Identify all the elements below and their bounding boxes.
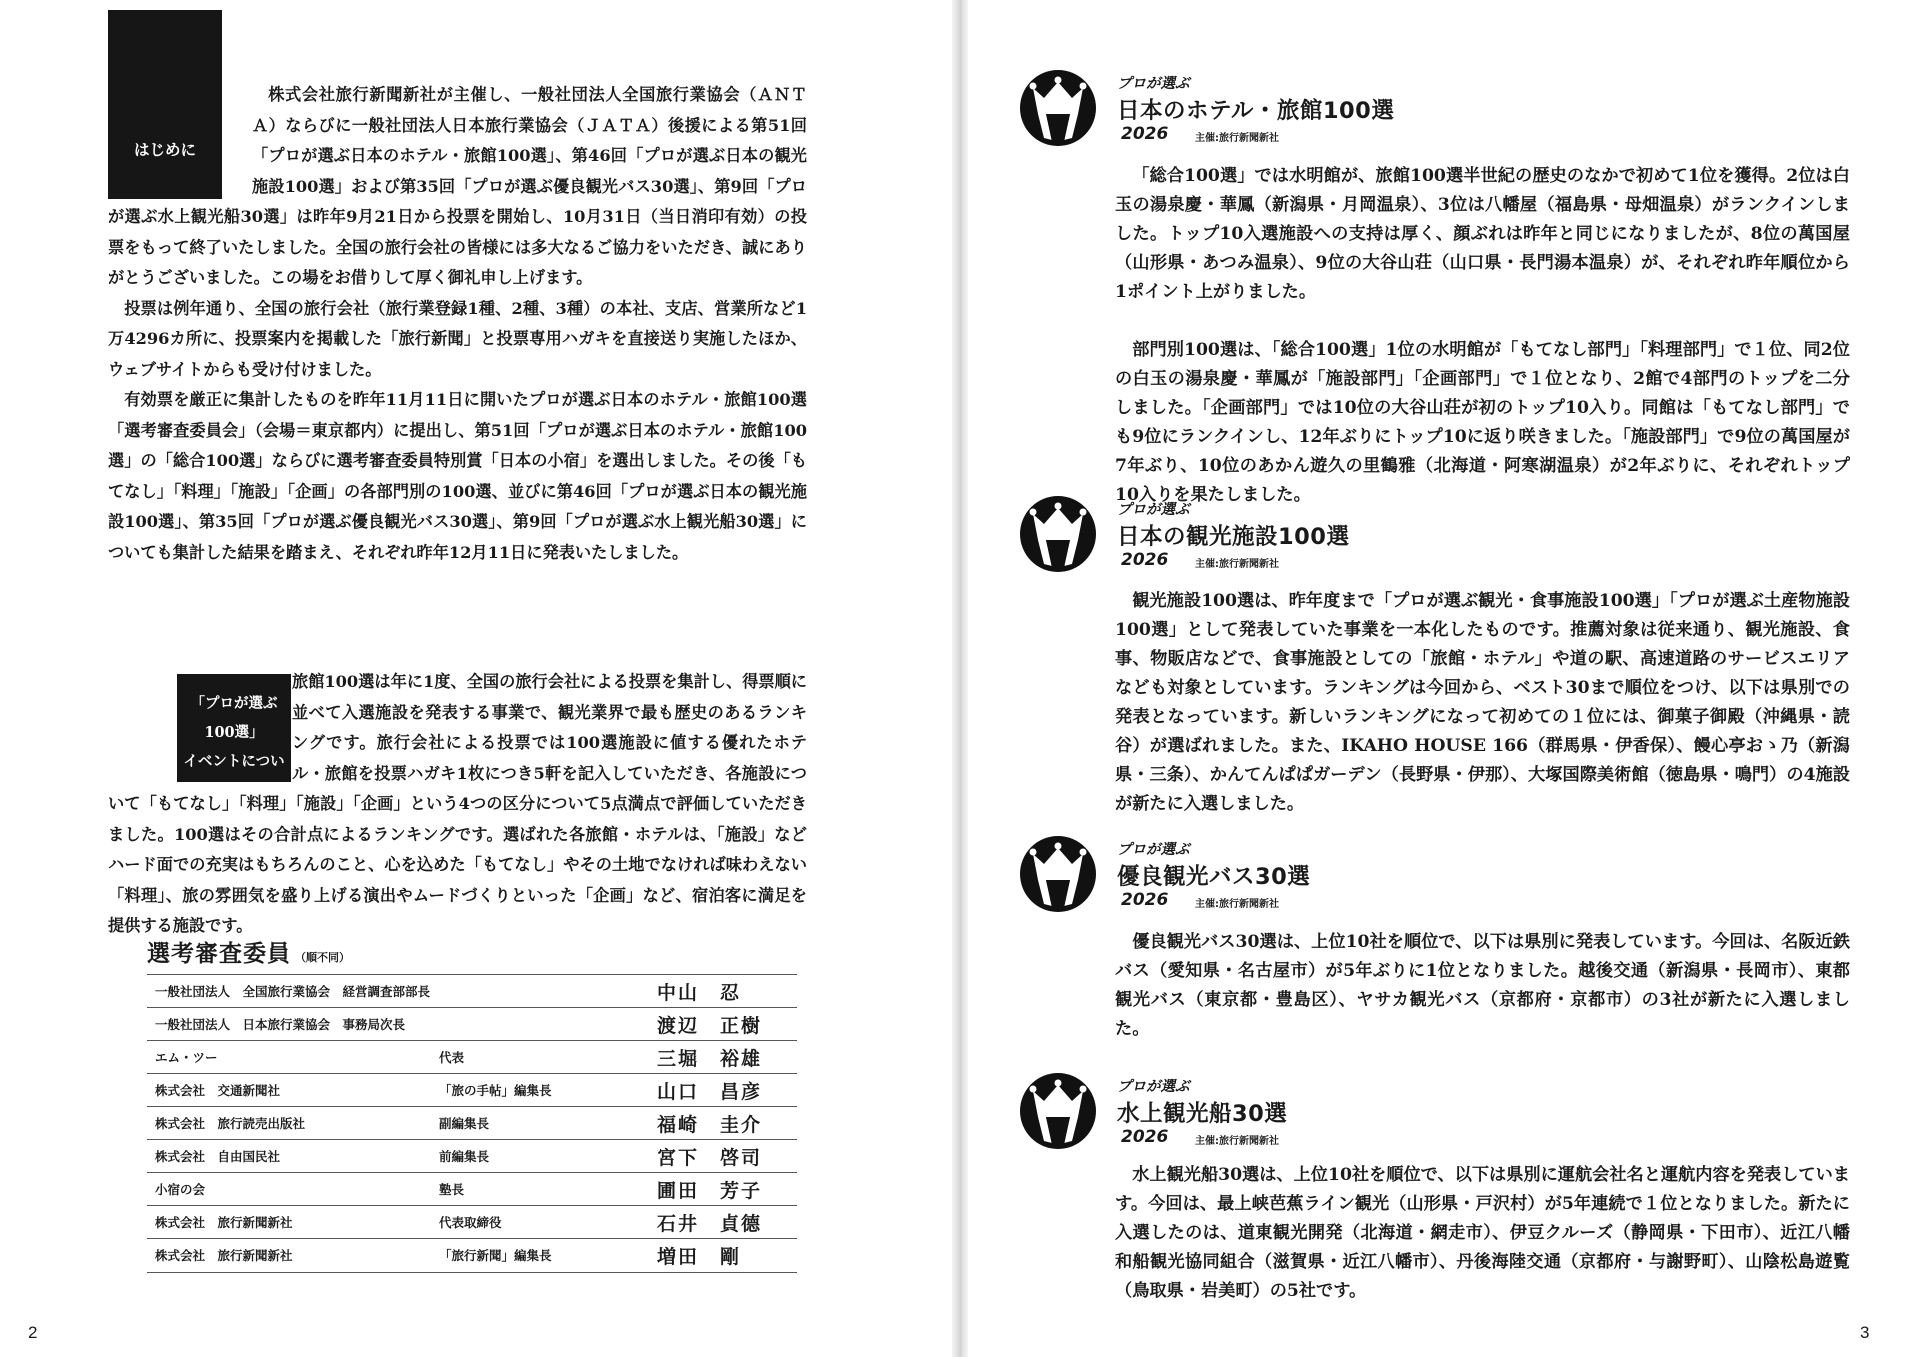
intro-paragraph: 有効票を厳正に集計したものを昨年11月11日に開いたプロが選ぶ日本のホテル・旅館100選「選考審査委員会」（会場＝東京都内）に提出し、第51回「プロが選ぶ日本のホテル・旅館100選」の「総合100選」ならびに選考審査委員特別賞「日本の小宿」を選出しました。その後「もてなし」「料理」「施設」「企画」の各部門別の100選、並びに第46回「プロが選ぶ日本の観光施設100選」、第35回「プロが選ぶ優良観光バス30選」、第9回「プロが選ぶ水上観光船30選」についても集計した結果を踏まえ、それぞれ昨年12月11日に発表いたしました。: [108, 390, 807, 562]
book-gutter: [952, 0, 968, 1357]
committee-role: 「旅の手帖」編集長: [439, 1083, 552, 1098]
committee-member-name: 渡辺 正樹: [657, 1015, 763, 1037]
committee-title-text: 選考審査委員: [147, 940, 291, 967]
section-pretitle: プロが選ぶ: [1117, 502, 1190, 518]
section-year: 2026: [1121, 550, 1169, 570]
section-pretitle: プロが選ぶ: [1117, 76, 1190, 92]
committee-row: [147, 1172, 797, 1206]
section-year: 2026: [1121, 124, 1169, 144]
committee-row: [147, 1205, 797, 1239]
event-heading-line-2: イベントについて: [183, 753, 285, 799]
committee-role: 前編集長: [439, 1149, 490, 1164]
committee-org: 株式会社 交通新聞社: [155, 1083, 281, 1098]
intro-paragraph: 株式会社旅行新聞新社が主催し、一般社団法人全国旅行業協会（ＡＮＴＡ）ならびに一般社団法人日本旅行業協会（ＪＡＴＡ）後援による第51回「プロが選ぶ日本のホテル・旅館100選」、第46回「プロが選ぶ日本の観光施設100選」および第35回「プロが選ぶ優良観光バス30選」、第9回「プロが選ぶ水上観光船30選」は昨年9月21日から投票を開始し、10月31日（当日消印有効）の投票をもって終了いたしました。全国の旅行会社の皆様には多大なるご協力をいただき、誠にありがとうございました。この場をお借りして厚く御礼申し上げます。: [108, 85, 807, 287]
committee-row: [147, 1040, 797, 1074]
committee-org: エム・ツー: [155, 1050, 218, 1065]
committee-org: 株式会社 旅行読売出版社: [155, 1116, 306, 1131]
section-year: 2026: [1121, 1127, 1169, 1147]
committee-member-name: 増田 剛: [657, 1246, 742, 1268]
committee-note: （順不同）: [295, 951, 350, 964]
section-paragraph: 観光施設100選は、昨年度まで「プロが選ぶ観光・食事施設100選」「プロが選ぶ土産物施設100選」として発表していた事業を一本化したものです。推薦対象は従来通り、観光施設、食事、物販店などで、食事施設としての「旅館・ホテル」や道の駅、高速道路のサービスエリアなども対象としています。ランキングは今回から、ベスト30まで順位をつけ、以下は県別での発表となっています。新しいランキングになって初めての１位には、御菓子御殿（沖縄県・読谷）が選ばれました。また、IKAHO HOUSE 166（群馬県・伊香保）、饅心亭おゝ乃（新潟県・三条）、かんてんぱぱガーデン（長野県・伊那）、大塚国際美術館（徳島県・鳴門）の4施設が新たに入選しました。: [1115, 591, 1850, 814]
committee-member-name: 三堀 裕雄: [657, 1048, 763, 1070]
crown-mountain-logo-icon: [1020, 1073, 1096, 1149]
crown-mountain-logo-icon: [1020, 836, 1096, 912]
committee-row: [147, 1238, 797, 1273]
section-organizer: 主催:旅行新聞新社: [1195, 559, 1279, 570]
committee-role: 代表: [439, 1050, 465, 1065]
section-paragraph: 優良観光バス30選は、上位10社を順位で、以下は県別に発表しています。今回は、名阪近鉄バス（愛知県・名古屋市）が5年ぶりに1位となりました。越後交通（新潟県・長岡市）、東都観光バス（東京都・豊島区）、ヤサカ観光バス（京都府・京都市）の3社が新たに入選しました。: [1115, 932, 1850, 1039]
section-pretitle: プロが選ぶ: [1117, 842, 1190, 858]
committee-role: 塾長: [439, 1182, 465, 1197]
committee-org: 株式会社 旅行新聞新社: [155, 1248, 293, 1263]
committee-org: 一般社団法人 全国旅行業協会 経営調査部部長: [155, 984, 431, 999]
committee-role: 代表取締役: [439, 1215, 502, 1230]
page-number-right: 3: [1860, 1323, 1870, 1342]
committee-member-name: 福崎 圭介: [657, 1114, 763, 1136]
committee-member-name: 山口 昌彦: [657, 1081, 763, 1103]
committee-row: [147, 1139, 797, 1173]
section-paragraph: 「総合100選」では水明館が、旅館100選半世紀の歴史のなかで初めて1位を獲得。2位は白玉の湯泉慶・華鳳（新潟県・月岡温泉）、3位は八幡屋（福島県・母畑温泉）がランクインしました。トップ10入選施設への支持は厚く、顔ぶれは昨年と同じになりましたが、8位の萬国屋（山形県・あつみ温泉）、9位の大谷山荘（山口県・長門湯本温泉）が、それぞれ昨年順位から1ポイント上がりました。: [1115, 166, 1850, 302]
committee-title: [147, 935, 350, 968]
section-organizer: 主催:旅行新聞新社: [1195, 1136, 1279, 1147]
section-title: 水上観光船30選: [1117, 1101, 1288, 1127]
committee-member-name: 圃田 芳子: [657, 1180, 763, 1202]
committee-member-name: 中山 忍: [657, 982, 742, 1004]
committee-member-name: 宮下 啓司: [657, 1147, 763, 1169]
section-organizer: 主催:旅行新聞新社: [1195, 899, 1279, 910]
committee-row: [147, 1073, 797, 1107]
committee-org: 株式会社 自由国民社: [155, 1149, 281, 1164]
committee-role: 「旅行新聞」編集長: [439, 1248, 552, 1263]
committee-org: 一般社団法人 日本旅行業協会 事務局次長: [155, 1017, 406, 1032]
section-organizer: 主催:旅行新聞新社: [1195, 133, 1279, 144]
intro-paragraph: 投票は例年通り、全国の旅行会社（旅行業登録1種、2種、3種）の本社、支店、営業所など1万4296カ所に、投票案内を掲載した「旅行新聞」と投票専用ハガキを直接送り実施したほか、ウェブサイトからも受け付けました。: [108, 298, 807, 379]
section-year: 2026: [1121, 890, 1169, 910]
committee-row: [147, 974, 797, 1008]
section-title: 優良観光バス30選: [1117, 864, 1311, 890]
crown-mountain-logo-icon: [1020, 70, 1096, 146]
intro-float-spacer: [108, 80, 252, 202]
committee-org: 株式会社 旅行新聞新社: [155, 1215, 293, 1230]
intro-heading: はじめに: [133, 140, 196, 159]
section-paragraph: 部門別100選は、「総合100選」1位の水明館が「もてなし部門」「料理部門」で１位、同2位の白玉の湯泉慶・華鳳が「施設部門」「企画部門」で１位となり、2館で4部門のトップを二分しました。「企画部門」では10位の大谷山荘が初のトップ10入り。同館は「もてなし部門」でも9位にランクインし、12年ぶりにトップ10に返り咲きました。「施設部門」で9位の萬国屋が7年ぶり、10位のあかん遊久の里鶴雅（北海道・阿寒湖温泉）が2年ぶりに、それぞれトップ10入りを果たしました。: [1115, 340, 1850, 505]
section-title: 日本のホテル・旅館100選: [1117, 98, 1395, 124]
section-title: 日本の観光施設100選: [1117, 524, 1350, 550]
section-pretitle: プロが選ぶ: [1117, 1079, 1190, 1095]
committee-row: [147, 1007, 797, 1041]
page-number-left: 2: [28, 1323, 38, 1342]
event-heading-line-1: 「プロが選ぶ100選」: [190, 695, 278, 741]
committee-member-name: 石井 貞德: [657, 1213, 763, 1235]
event-heading-box: [177, 674, 291, 799]
crown-mountain-logo-icon: [1020, 496, 1096, 572]
intro-flow: [108, 80, 807, 568]
section-paragraph: 水上観光船30選は、上位10社を順位で、以下は県別に運航会社名と運航内容を発表しています。今回は、最上峡芭蕉ライン観光（山形県・戸沢村）が5年連続で１位となりました。新たに入選したのは、道東観光開発（北海道・網走市）、伊豆クルーズ（静岡県・下田市）、近江八幡和船観光協同組合（滋賀県・近江八幡市）、丹後海陸交通（京都府・与謝野町）、山陰松島遊覧（鳥取県・岩美町）の5社です。: [1115, 1165, 1850, 1301]
event-paragraph: 旅館100選は年に1度、全国の旅行会社による投票を集計し、得票順に並べて入選施設を発表する事業で、観光業界で最も歴史のあるランキングです。旅行会社による投票では100選施設に値する優れたホテル・旅館を投票ハガキ1枚につき5軒を記入していただき、各施設について「もてなし」「料理」「施設」「企画」という4つの区分について5点満点で評価していただきました。100選はその合計点によるランキングです。選ばれた各旅館・ホテルは、「施設」などハード面での充実はもちろんのこと、心を込めた「もてなし」やその土地でなければ味わえない「料理」、旅の雰囲気を盛り上げる演出やムードづくりといった「企画」など、宿泊客に満足を提供する施設です。: [108, 672, 807, 935]
committee-role: 副編集長: [439, 1116, 490, 1131]
committee-row: [147, 1106, 797, 1140]
committee-org: 小宿の会: [155, 1182, 206, 1197]
